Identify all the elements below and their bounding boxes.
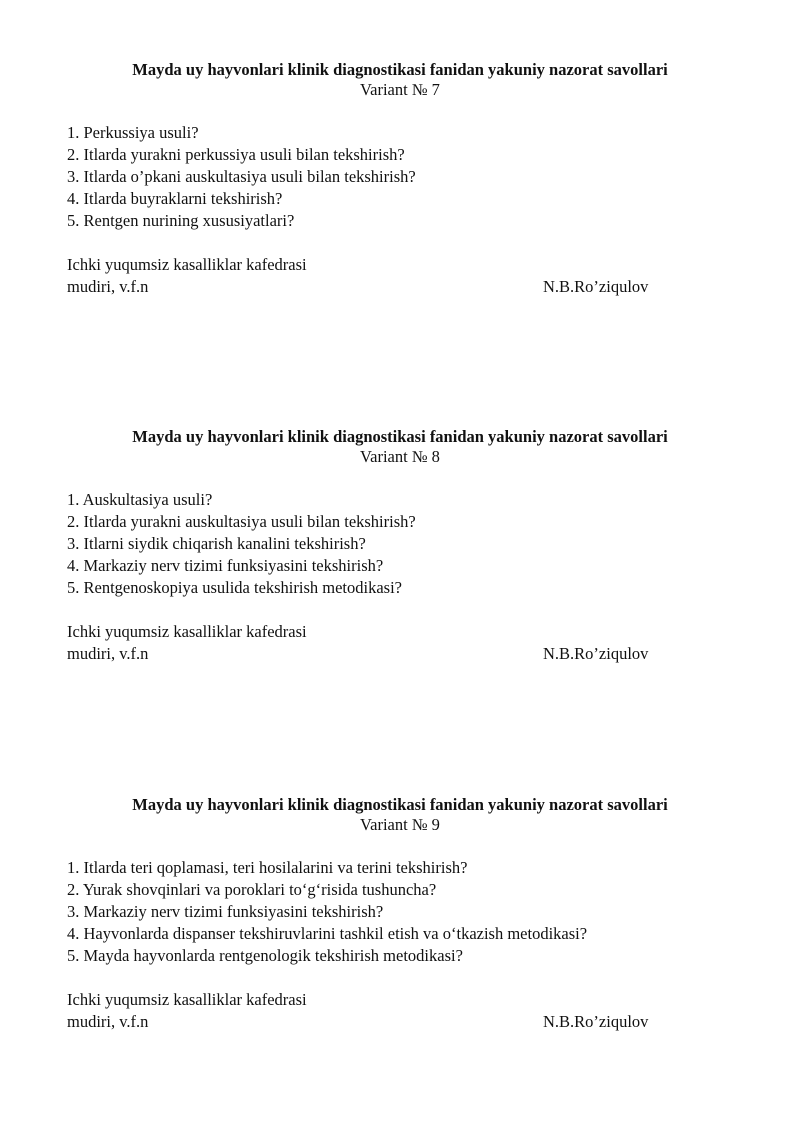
variant-section-8: [0, 427, 800, 665]
signature-block: [0, 989, 800, 1033]
variant-title: Mayda uy hayvonlari klinik diagnostikasi fanidan yakuniy nazorat savollari: [132, 795, 668, 814]
question-list: [0, 489, 800, 599]
question-item: 2. Itlarda yurakni perkussiya usuli bilan tekshirish?: [67, 145, 405, 164]
department-name: Ichki yuqumsiz kasalliklar kafedrasi: [67, 990, 307, 1009]
variant-number: Variant № 8: [360, 447, 440, 466]
question-list: [0, 857, 800, 967]
question-item: 3. Itlarni siydik chiqarish kanalini tekshirish?: [67, 534, 366, 553]
question-item: 4. Markaziy nerv tizimi funksiyasini tekshirish?: [67, 556, 384, 575]
question-item: 5. Mayda hayvonlarda rentgenologik tekshirish metodikasi?: [67, 946, 463, 965]
department-name: Ichki yuqumsiz kasalliklar kafedrasi: [67, 622, 307, 641]
position-title: mudiri, v.f.n: [67, 277, 149, 296]
variant-title: Mayda uy hayvonlari klinik diagnostikasi fanidan yakuniy nazorat savollari: [132, 427, 668, 446]
question-item: 2. Itlarda yurakni auskultasiya usuli bilan tekshirish?: [67, 512, 416, 531]
signer-name: N.B.Ro’ziqulov: [543, 644, 649, 663]
question-item: 2. Yurak shovqinlari va poroklari to‘g‘risida tushuncha?: [67, 880, 437, 899]
department-name: Ichki yuqumsiz kasalliklar kafedrasi: [67, 255, 307, 274]
question-item: 3. Itlarda o’pkani auskultasiya usuli bilan tekshirish?: [67, 167, 416, 186]
question-item: 4. Itlarda buyraklarni tekshirish?: [67, 189, 283, 208]
variant-number: Variant № 9: [360, 815, 440, 834]
position-title: mudiri, v.f.n: [67, 644, 149, 663]
question-item: 1. Itlarda teri qoplamasi, teri hosilalarini va terini tekshirish?: [67, 858, 468, 877]
question-item: 4. Hayvonlarda dispanser tekshiruvlarini tashkil etish va o‘tkazish metodikasi?: [67, 924, 588, 943]
question-item: 5. Rentgenoskopiya usulida tekshirish metodikasi?: [67, 578, 402, 597]
variant-section-7: [0, 60, 800, 298]
variant-title: Mayda uy hayvonlari klinik diagnostikasi fanidan yakuniy nazorat savollari: [132, 60, 668, 79]
variant-section-9: [0, 795, 800, 1033]
signer-name: N.B.Ro’ziqulov: [543, 277, 649, 296]
question-item: 1. Auskultasiya usuli?: [67, 490, 213, 509]
question-list: [0, 122, 800, 232]
question-item: 3. Markaziy nerv tizimi funksiyasini tekshirish?: [67, 902, 384, 921]
position-title: mudiri, v.f.n: [67, 1012, 149, 1031]
question-item: 1. Perkussiya usuli?: [67, 123, 199, 142]
signer-name: N.B.Ro’ziqulov: [543, 1012, 649, 1031]
variant-number: Variant № 7: [360, 80, 440, 99]
signature-block: [0, 254, 800, 298]
question-item: 5. Rentgen nurining xususiyatlari?: [67, 211, 295, 230]
signature-block: [0, 621, 800, 665]
